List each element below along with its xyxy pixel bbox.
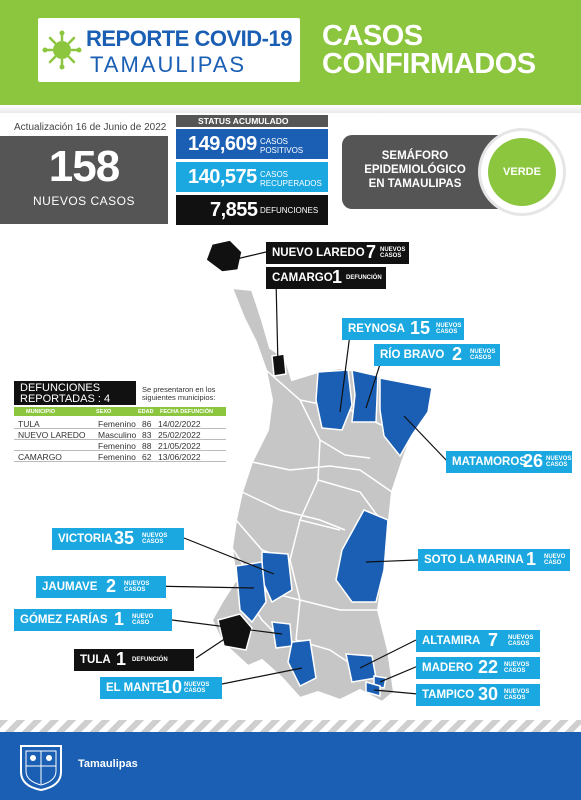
label-el-mante: EL MANTE 10 NUEVOS CASOS [100, 677, 222, 699]
semaforo-indicator [478, 128, 566, 216]
positive-cases-label: CASOS POSITIVOS [260, 137, 304, 155]
status-title: STATUS ACUMULADO [176, 115, 328, 127]
deaths-value: 7,855 [210, 199, 258, 221]
footer-label: Tamaulipas [78, 758, 138, 770]
deaths-table-header: MUNICIPIO SEXO EDAD FECHA DEFUNCIÓN [14, 407, 226, 416]
recovered-cases-value: 140,575 [188, 166, 257, 188]
label-reynosa: REYNOSA 15 NUEVOS CASOS [342, 318, 464, 340]
header-banner [0, 0, 581, 105]
new-cases-value: 158 [48, 142, 120, 191]
deaths-table-note: Se presentaron en los siguientes municipios: [142, 385, 216, 402]
deaths-label: DEFUNCIONES [260, 206, 319, 215]
label-matamoros: MATAMOROS 26 NUEVOS CASOS [446, 451, 572, 473]
report-subtitle: TAMAULIPAS [90, 52, 247, 77]
semaforo-line-2: EPIDEMIOLÓGICO [364, 164, 466, 176]
label-victoria: VICTORIA 35 NUEVOS CASOS [52, 528, 184, 550]
label-rio-bravo: RÍO BRAVO 2 NUEVOS CASOS [374, 344, 500, 366]
recovered-cases-stat [176, 162, 328, 192]
label-nuevo-laredo: NUEVO LAREDO 7 NUEVOS CASOS [266, 242, 409, 264]
table-row: CAMARGO Femenino 62 13/06/2022 [14, 452, 226, 462]
update-date: Actualización 16 de Junio de 2022 [14, 122, 167, 133]
label-altamira: ALTAMIRA 7 NUEVOS CASOS [416, 630, 540, 652]
heading-line-2: CONFIRMADOS [322, 48, 536, 80]
semaforo-line-3: EN TAMAULIPAS [368, 178, 462, 190]
deaths-stat [176, 195, 328, 225]
table-row: NUEVO LAREDO Masculino 83 25/02/2022 [14, 430, 226, 440]
label-madero: MADERO 22 NUEVOS CASOS [416, 657, 540, 679]
new-cases-panel [0, 136, 168, 224]
footer-divider [0, 720, 581, 732]
nuevo-laredo-shape [206, 240, 242, 272]
label-tampico: TAMPICO 30 NUEVOS CASOS [416, 684, 540, 706]
report-title: REPORTE COVID-19 [86, 26, 292, 51]
table-row: TULA Femenino 86 14/02/2022 [14, 419, 226, 429]
label-camargo: CAMARGO 1 DEFUNCIÓN [266, 267, 386, 289]
positive-cases-stat [176, 129, 328, 159]
positive-cases-value: 149,609 [188, 133, 257, 155]
header-divider [0, 105, 581, 113]
confirmed-cases-heading [322, 22, 536, 78]
virus-icon [42, 30, 82, 70]
recovered-cases-label: CASOS RECUPERADOS [260, 170, 322, 188]
gomez-farias-shape [272, 622, 292, 648]
new-cases-label: NUEVOS CASOS [32, 194, 136, 208]
rio-bravo-shape [352, 370, 378, 422]
table-row: Femenino 88 21/05/2022 [14, 441, 226, 451]
label-tula: TULA 1 DEFUNCIÓN [74, 649, 194, 671]
label-soto-la-marina: SOTO LA MARINA 1 NUEVO CASO [418, 549, 570, 571]
deaths-table-title: DEFUNCIONES REPORTADAS : 4 [14, 381, 136, 405]
heading-line-1: CASOS [322, 20, 423, 52]
report-title-box [38, 18, 300, 82]
label-jaumave: JAUMAVE 2 NUEVOS CASOS [36, 576, 166, 598]
coat-of-arms-icon [16, 742, 66, 792]
label-gomez-farias: GÓMEZ FARÍAS 1 NUEVO CASO [14, 609, 172, 631]
semaforo-line-1: SEMÁFORO [381, 150, 449, 162]
camargo-shape [272, 354, 286, 376]
semaforo-status: VERDE [488, 138, 556, 206]
